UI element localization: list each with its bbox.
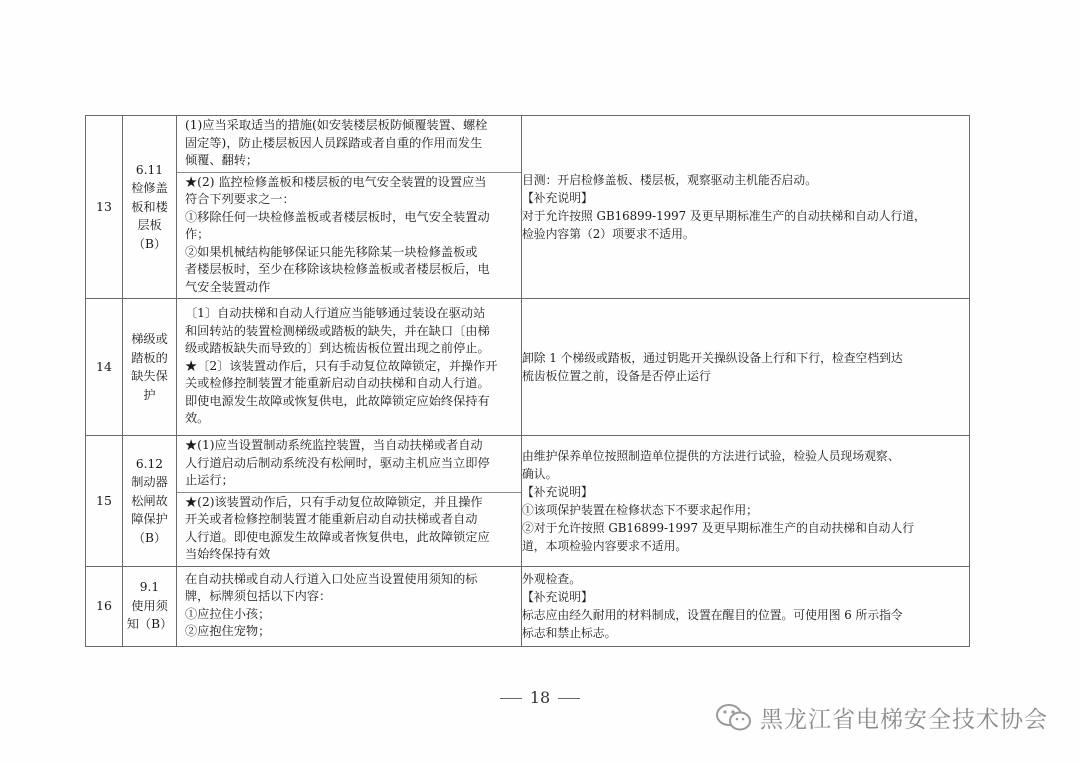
clause-line: 护 <box>143 387 156 402</box>
requirement-line: 关或检修控制装置才能重新启动自动扶梯和自动人行道。 <box>185 376 490 391</box>
method-line: ①该项保护装置在检修状态下不要求起作用； <box>522 502 758 517</box>
requirement-line: 效。 <box>185 411 210 426</box>
requirement-line: 符合下列要求之一： <box>185 192 295 206</box>
table-row <box>86 299 970 436</box>
method-line: 梳齿板位置之前，设备是否停止运行 <box>522 369 711 383</box>
clause-line: 使用须 <box>131 598 168 613</box>
clause-cell <box>123 299 177 436</box>
clause-line: 9.1 <box>139 580 160 595</box>
clause-line: 检修盖 <box>131 181 168 196</box>
requirement-item <box>177 436 521 492</box>
method-line: 确认。 <box>522 466 558 481</box>
requirement-item <box>177 304 521 430</box>
clause-line: 6.11 <box>135 162 164 177</box>
inspection-table <box>85 115 970 647</box>
clause-line: 6.12 <box>135 456 164 471</box>
method-cell <box>522 299 970 436</box>
method-line: 对于允许按照 GB16899-1997 及更早期标准生产的自动扶梯和自动人行道， <box>522 209 926 223</box>
clause-line: 松闸故 <box>131 493 168 508</box>
requirement-line: 牌，标牌须包括以下内容： <box>185 589 332 603</box>
requirement-line: 级或踏板缺失而导致的〕到达梳齿板位置出现之前停止。 <box>185 341 490 356</box>
clause-cell <box>123 116 177 299</box>
row-number: 13 <box>86 116 123 299</box>
requirement-line: (1)应当采取适当的措施(如安装楼层板防倾覆装置、螺栓 <box>185 118 488 132</box>
requirement-line: 和回转站的装置检测梯级或踏板的缺失，并在缺口〔由梯 <box>185 323 490 338</box>
method-line: 目测：开启检修盖板、楼层板，观察驱动主机能否启动。 <box>522 173 817 187</box>
requirement-line: 开关或者检修控制装置才能重新启动自动扶梯或者自动 <box>185 512 478 526</box>
requirement-line: ①移除任何一块检修盖板或者楼层板时，电气安全装置动 <box>185 209 490 224</box>
requirement-line: 者楼层板时，至少在移除该块检修盖板或者楼层板后，电 <box>185 262 490 276</box>
table-row <box>86 116 970 299</box>
table-row <box>86 436 970 567</box>
requirement-line: 倾覆、翻转； <box>185 153 259 167</box>
table-row <box>86 566 970 646</box>
clause-line: 知（B） <box>126 617 173 632</box>
method-cell <box>522 436 970 567</box>
requirement-line: 作； <box>185 227 210 241</box>
method-line: 检验内容第（2）项要求不适用。 <box>522 227 695 241</box>
clause-line: （B） <box>132 236 167 251</box>
requirement-line: 止运行； <box>185 473 234 487</box>
clause-line: 板和楼 <box>131 199 168 214</box>
clause-line: （B） <box>132 530 167 545</box>
requirement-line: ★(1)应当设置制动系统监控装置，当自动扶梯或者自动 <box>185 438 483 452</box>
method-line: 【补充说明】 <box>522 590 593 604</box>
requirement-line: 人行道启动后制动系统没有松闸时，驱动主机应当立即停 <box>185 455 490 470</box>
method-line: 外观检查。 <box>522 572 581 586</box>
wechat-icon <box>714 702 754 734</box>
requirement-line: ①应拉住小孩； <box>185 606 271 621</box>
requirement-line: 人行道。即使电源发生故障或者恢复供电，此故障锁定应 <box>185 529 490 544</box>
clause-line: 踏板的 <box>131 350 168 365</box>
method-line: 由维护保养单位按照制造单位提供的方法进行试验，检验人员现场观察、 <box>522 448 900 463</box>
method-cell <box>522 566 970 646</box>
method-line: 标志应由经久耐用的材料制成，设置在醒目的位置。可使用图 6 所示指令 <box>522 608 903 622</box>
clause-cell <box>123 566 177 646</box>
method-line: 标志和禁止标志。 <box>522 626 617 640</box>
page-dash-left <box>500 698 522 699</box>
clause-line: 缺失保 <box>131 369 168 383</box>
requirement-item <box>177 172 521 299</box>
method-line: ②对于允许按照 GB16899-1997 及更早期标准生产的自动扶梯和自动人行 <box>522 520 915 535</box>
requirement-cell <box>177 566 522 646</box>
clause-cell <box>123 436 177 567</box>
requirement-line: ★〔2〕该装置动作后，只有手动复位故障锁定，并操作开 <box>185 358 498 373</box>
requirement-line: 气安全装置动作 <box>185 279 271 294</box>
watermark <box>714 701 1048 734</box>
requirement-cell <box>177 299 522 436</box>
requirement-line: 〔1〕自动扶梯和自动人行道应当能够通过装设在驱动站 <box>185 306 486 321</box>
requirement-item <box>177 116 521 172</box>
requirement-line: ★(2)该装置动作后，只有手动复位故障锁定，并且操作 <box>185 494 483 509</box>
requirement-line: 即使电源发生故障或恢复供电，此故障锁定应始终保持有 <box>185 393 490 408</box>
clause-line: 制动器 <box>131 475 168 489</box>
requirement-line: ②如果机械结构能够保证只能先移除某一块检修盖板或 <box>185 244 478 259</box>
requirement-line: 当始终保持有效 <box>185 547 271 561</box>
method-line: 卸除 1 个梯级或踏板，通过钥匙开关操纵设备上行和下行，检查空档到达 <box>522 351 903 365</box>
requirement-item <box>177 492 521 566</box>
requirement-line: 固定等)，防止楼层板因人员踩踏或者自重的作用而发生 <box>185 135 483 150</box>
requirement-cell <box>177 436 522 567</box>
method-line: 道，本项检验内容要求不适用。 <box>522 538 688 553</box>
requirement-line: ★(2) 监控检修盖板和楼层板的电气安全装置的设置应当 <box>185 174 487 189</box>
method-line: 【补充说明】 <box>522 191 593 205</box>
requirement-item <box>177 570 521 643</box>
requirement-line: 在自动扶梯或自动人行道入口处应当设置使用须知的标 <box>185 571 478 586</box>
clause-line: 层板 <box>137 218 162 233</box>
clause-line: 梯级或 <box>131 332 168 346</box>
page-dash-right <box>558 698 580 699</box>
watermark-text: 黑龙江省电梯安全技术协会 <box>760 707 1048 733</box>
row-number: 15 <box>86 436 123 567</box>
clause-line: 障保护 <box>131 512 168 526</box>
row-number: 16 <box>86 566 123 646</box>
row-number: 14 <box>86 299 123 436</box>
requirement-cell <box>177 116 522 299</box>
requirement-line: ②应抱住宠物； <box>185 624 271 638</box>
method-line: 【补充说明】 <box>522 484 593 499</box>
method-cell <box>522 116 970 299</box>
page-number-text: 18 <box>529 688 551 707</box>
